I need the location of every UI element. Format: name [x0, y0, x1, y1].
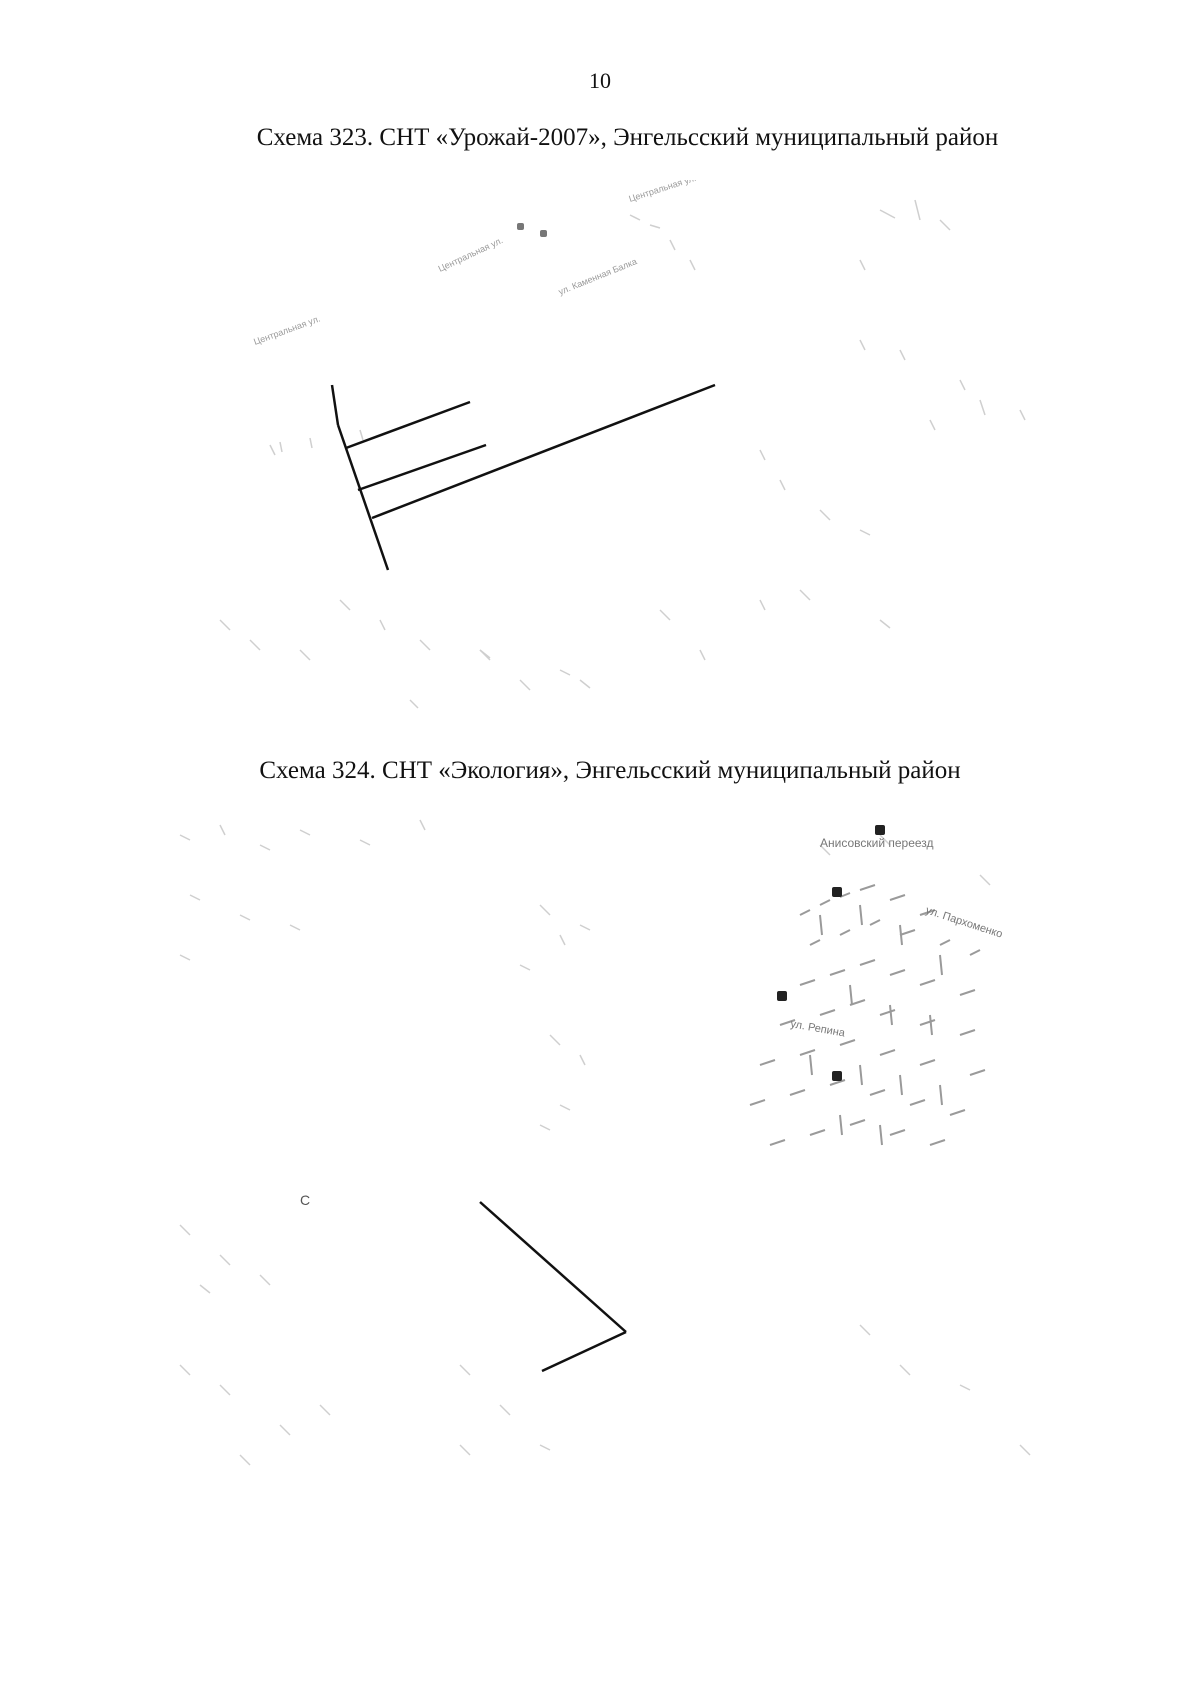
page-number: 10 — [589, 68, 611, 93]
map-background — [220, 200, 1025, 708]
scheme-324-map — [160, 805, 1120, 1595]
map-label-place: Анисовский переезд — [820, 836, 934, 850]
map-markers — [777, 825, 885, 1081]
scheme-323-map — [160, 180, 1100, 735]
map-label-street: Центральная ул. — [436, 235, 505, 274]
scheme-324-svg — [160, 805, 1120, 1595]
scheme-caption: Схема 324. СНТ «Экология», Энгельсский муниципальный район — [259, 757, 961, 784]
map-marker-icon — [832, 887, 842, 897]
map-label-street: Центральная ул. — [627, 180, 698, 204]
map-label-street: ул. Каменная Балка — [557, 256, 639, 297]
map-label-street: Центральная ул. — [252, 313, 322, 347]
map-marker-icon — [777, 991, 787, 1001]
map-markers — [517, 223, 547, 237]
map-letter: С — [300, 1192, 311, 1208]
snt-boundary — [332, 385, 715, 570]
scheme-323-svg — [160, 180, 1100, 735]
map-marker-icon — [517, 223, 524, 230]
map-marker-icon — [875, 825, 885, 835]
map-label-street: ул. Пархоменко — [924, 904, 1004, 941]
scheme-caption: Схема 323. СНТ «Урожай-2007», Энгельсский муниципальный район — [256, 124, 999, 151]
snt-boundary — [480, 1202, 626, 1371]
map-label-street: ул. Репина — [789, 1018, 846, 1040]
map-marker-icon — [540, 230, 547, 237]
map-marker-icon — [832, 1071, 842, 1081]
map-background — [180, 820, 1030, 1465]
